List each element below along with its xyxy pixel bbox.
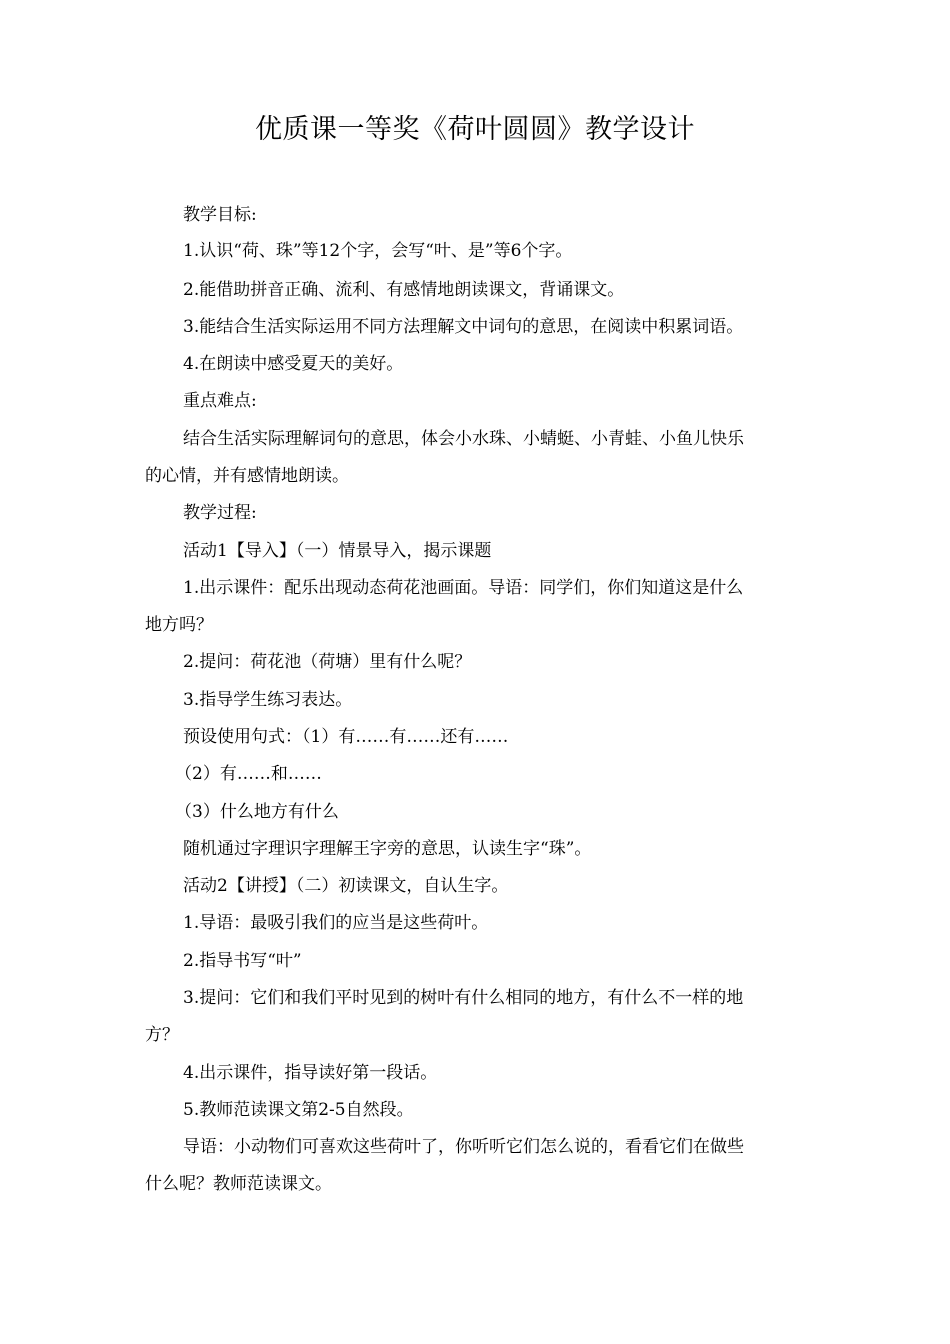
paragraph-line: 结合生活实际理解词句的意思，体会小水珠、小蜻蜓、小青蛙、小鱼儿快乐 — [183, 429, 744, 449]
paragraph-line: 3.指导学生练习表达。 — [183, 690, 353, 710]
paragraph-line: 2.能借助拼音正确、流利、有感情地朗读课文，背诵课文。 — [183, 280, 625, 300]
paragraph-line: 2.指导书写“叶” — [183, 951, 302, 971]
section-heading-key-points: 重点难点: — [183, 391, 257, 411]
activity-heading: 活动1【导入】（一）情景导入，揭示课题 — [183, 541, 492, 561]
paragraph-line: 3.提问：它们和我们平时见到的树叶有什么相同的地方，有什么不一样的地 — [183, 988, 744, 1008]
activity-heading: 活动2【讲授】（二）初读课文，自认生字。 — [183, 876, 509, 896]
paragraph-line: 随机通过字理识字理解王字旁的意思，认读生字“珠”。 — [183, 839, 592, 859]
paragraph-line: 导语：小动物们可喜欢这些荷叶了，你听听它们怎么说的，看看它们在做些 — [183, 1137, 744, 1157]
paragraph-line: 地方吗？ — [145, 615, 213, 635]
document-title: 优质课一等奖《荷叶圆圆》教学设计 — [255, 114, 695, 145]
paragraph-line: 4.在朗读中感受夏天的美好。 — [183, 354, 404, 374]
paragraph-line: 1.出示课件：配乐出现动态荷花池画面。导语：同学们，你们知道这是什么 — [183, 578, 744, 598]
paragraph-line: 1.认识“荷、珠”等12个字，会写“叶、是”等6个字。 — [183, 241, 573, 261]
paragraph-line: 方？ — [145, 1025, 179, 1045]
paragraph-line: 4.出示课件，指导读好第一段话。 — [183, 1063, 438, 1083]
paragraph-line: 1.导语：最吸引我们的应当是这些荷叶。 — [183, 913, 489, 933]
paragraph-line: 预设使用句式：（1）有……有……还有…… — [183, 727, 509, 747]
paragraph-line: 什么呢？教师范读课文。 — [145, 1174, 332, 1194]
paragraph-line: 3.能结合生活实际运用不同方法理解文中词句的意思，在阅读中积累词语。 — [183, 317, 744, 337]
paragraph-line: 的心情，并有感情地朗读。 — [145, 466, 349, 486]
section-heading-process: 教学过程: — [183, 503, 257, 523]
paragraph-line: 2.提问：荷花池（荷塘）里有什么呢？ — [183, 652, 472, 672]
paragraph-line: （2）有……和…… — [175, 764, 322, 784]
paragraph-line: 5.教师范读课文第2-5自然段。 — [183, 1100, 414, 1120]
paragraph-line: （3）什么地方有什么 — [175, 802, 339, 822]
section-heading-goals: 教学目标: — [183, 205, 257, 225]
